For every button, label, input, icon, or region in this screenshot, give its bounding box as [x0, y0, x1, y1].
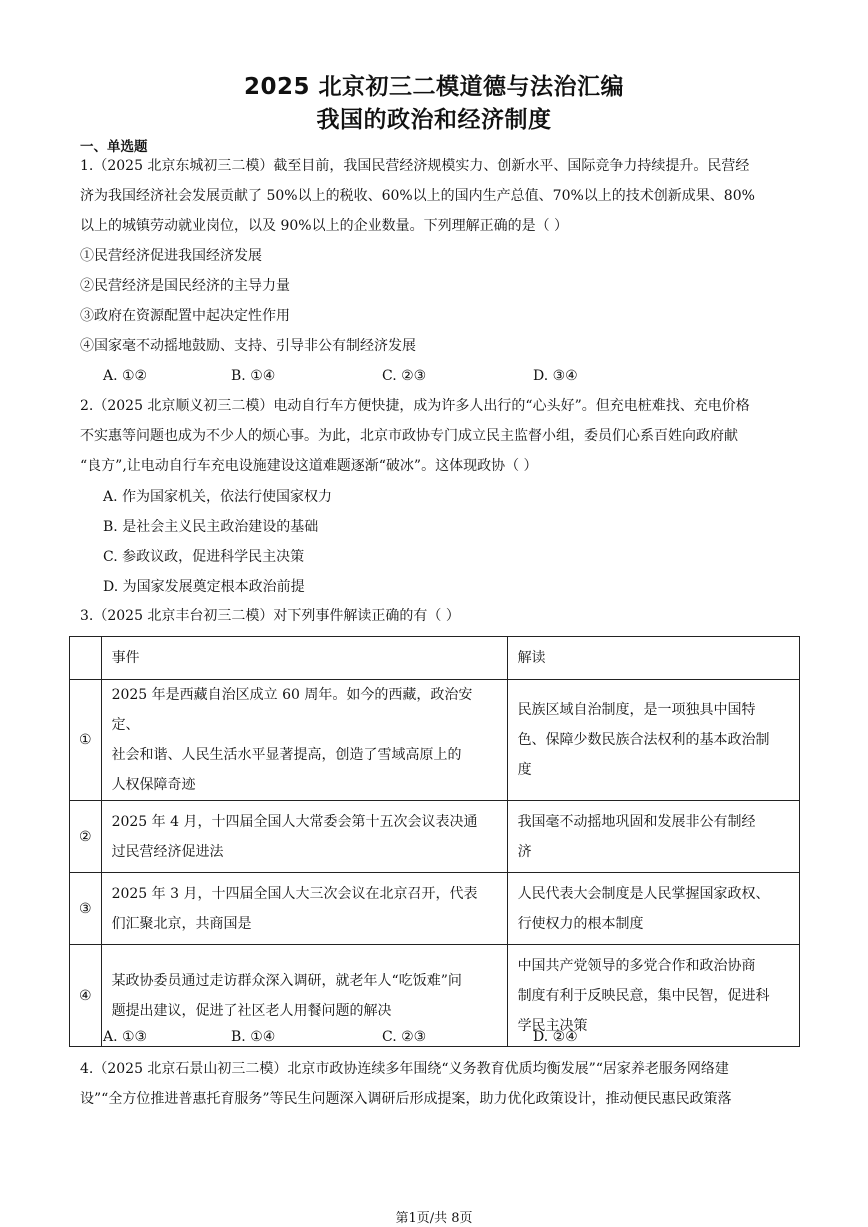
event-cell [101, 873, 507, 945]
q1-stem-line: 1.（2025 北京东城初三二模）截至目前，我国民营经济规模实力、创新水平、国际竞争力持续提升。民营经 [80, 158, 750, 174]
table-row [70, 680, 800, 801]
cell-line: 人权保障奇迹 [111, 777, 196, 793]
q1-option-a: A. ①② [103, 368, 148, 384]
q3-option-a: A. ①③ [103, 1029, 148, 1045]
cell-line: 们汇聚北京，共商国是 [111, 915, 252, 932]
row-number: ③ [70, 873, 102, 945]
cell-line: 人民代表大会制度是人民掌握国家政权、 [517, 885, 770, 902]
table-header-event: 事件 [101, 637, 507, 680]
table-row [70, 873, 800, 945]
cell-line: 社会和谐、人民生活水平显著提高，创造了雪域高原上的 [111, 747, 462, 763]
row-number: ④ [70, 945, 102, 1047]
row-number: ② [70, 801, 102, 873]
q1-stem-line: 以上的城镇劳动就业岗位，以及 90%以上的企业数量。下列理解正确的是（ ） [80, 218, 569, 234]
q1-option-b: B. ①④ [231, 368, 276, 384]
cell-line: 度 [517, 762, 532, 778]
interp-cell [507, 801, 799, 873]
cell-line: 色、保障少数民族合法权利的基本政治制 [517, 732, 770, 748]
q1-statement: ①民营经济促进我国经济发展 [80, 248, 262, 264]
page-footer: 第1页/共 8页 [395, 1211, 473, 1226]
q2-stem-line: 2.（2025 北京顺义初三二模）电动自行车方便快捷，成为许多人出行的“心头好”。但充电桩难找、充电价格 [80, 398, 750, 414]
document-subtitle: 我国的政治和经济制度 [316, 107, 552, 133]
cell-line: 2025 年 4 月，十四届全国人大常委会第十五次会议表决通 [111, 813, 478, 830]
cell-line: 济 [517, 843, 532, 860]
q3-table [69, 636, 800, 1047]
q1-statement: ③政府在资源配置中起决定性作用 [80, 308, 290, 324]
document-title: 2025 北京初三二模道德与法治汇编 [243, 74, 625, 100]
q4-stem-line: 设”“全方位推进普惠托育服务”等民生问题深入调研后形成提案，助力优化政策设计，推动便民惠民政策落 [80, 1091, 732, 1107]
q3-option-d: D. ②④ [533, 1029, 578, 1045]
q2-option-d: D. 为国家发展奠定根本政治前提 [103, 579, 305, 595]
row-number: ① [70, 680, 102, 801]
q3-option-b: B. ①④ [231, 1029, 276, 1045]
cell-line: 中国共产党领导的多党合作和政治协商 [517, 957, 756, 974]
q2-option-a: A. 作为国家机关，依法行使国家权力 [103, 489, 333, 505]
table-header-interp: 解读 [507, 637, 799, 680]
interp-cell [507, 680, 799, 801]
q1-option-c: C. ②③ [382, 368, 427, 384]
cell-line: 我国毫不动摇地巩固和发展非公有制经 [517, 813, 756, 830]
q1-statement: ④国家毫不动摇地鼓励、支持、引导非公有制经济发展 [80, 338, 416, 354]
interp-cell [507, 873, 799, 945]
cell-line: 制度有利于反映民意，集中民智，促进科 [517, 987, 770, 1004]
q1-option-d: D. ③④ [533, 368, 578, 384]
cell-line: 某政协委员通过走访群众深入调研，就老年人“吃饭难”问 [111, 972, 462, 989]
cell-line: 过民营经济促进法 [111, 843, 224, 860]
q1-statement: ②民营经济是国民经济的主导力量 [80, 278, 290, 294]
cell-line: 学民主决策 [517, 1017, 588, 1034]
table-row [70, 945, 800, 1047]
q2-option-b: B. 是社会主义民主政治建设的基础 [103, 519, 319, 535]
table-header-row [70, 637, 800, 680]
q3-option-c: C. ②③ [382, 1029, 427, 1045]
cell-line: 行使权力的根本制度 [517, 915, 644, 932]
event-cell [101, 945, 507, 1047]
q2-stem-line: “良方”,让电动自行车充电设施建设这道难题逐渐“破冰”。这体现政协（ ） [80, 458, 538, 474]
table-header-cell [70, 637, 102, 680]
event-cell [101, 801, 507, 873]
q3-stem: 3.（2025 北京丰台初三二模）对下列事件解读正确的有（ ） [80, 608, 460, 624]
cell-line: 2025 年 3 月，十四届全国人大三次会议在北京召开，代表 [111, 885, 478, 902]
cell-line: 题提出建议，促进了社区老人用餐问题的解决 [111, 1002, 392, 1019]
q1-stem-line: 济为我国经济社会发展贡献了 50%以上的税收、60%以上的国内生产总值、70%以上的技术创新成果、80% [80, 188, 755, 204]
cell-line: 民族区域自治制度，是一项独具中国特 [517, 702, 756, 718]
q2-option-c: C. 参政议政，促进科学民主决策 [103, 549, 305, 565]
section-heading: 一、单选题 [80, 139, 148, 155]
table-row [70, 801, 800, 873]
cell-line: 2025 年是西藏自治区成立 60 周年。如今的西藏，政治安定、 [111, 687, 473, 733]
q2-stem-line: 不实惠等问题也成为不少人的烦心事。为此，北京市政协专门成立民主监督小组，委员们心系百姓向政府献 [80, 428, 738, 444]
event-cell [101, 680, 507, 801]
q4-stem-line: 4.（2025 北京石景山初三二模）北京市政协连续多年围绕“义务教育优质均衡发展”“居家养老服务网络建 [80, 1061, 729, 1077]
